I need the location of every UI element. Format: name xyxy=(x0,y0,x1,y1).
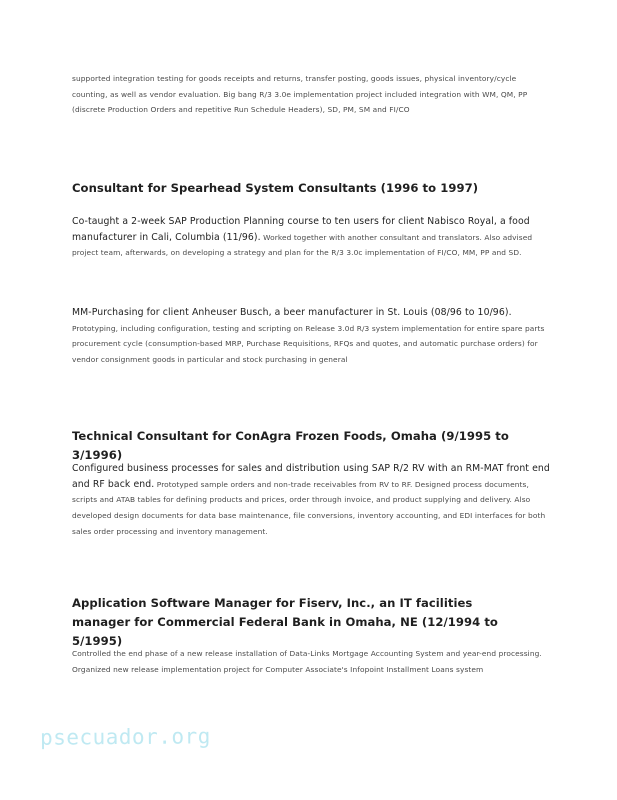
intro-paragraph: supported integration testing for goods receipts and returns, transfer posting, goods issues, physical inventory/cycle counting, as well as vendor evaluation. Big bang R/3 3.0e implementation project included integration with WM, QM, PP (discrete Production Orders and repetitive Run Schedule Headers), SD, PM, SM and FI/CO xyxy=(72,74,528,115)
job-spearhead-entry-nabisco xyxy=(72,214,552,261)
conagra-lead: Configured business processes for sales and distribution using SAP R/2 RV with an RM-MAT front end and RF back end. xyxy=(72,463,550,490)
job-title-conagra: Technical Consultant for ConAgra Frozen Foods, Omaha (9/1995 to 3/1996) xyxy=(72,429,509,462)
anheuser-body: Prototyping, including configuration, testing and scripting on Release 3.0d R/3 system implementation for entire spare parts procurement cycle (consumption-based MRP, Purchase Requisitions, RFQs and quotes, and automatic purchase orders) for vendor consignment goods in particular and stock purchasing in general xyxy=(72,323,545,365)
nabisco-paragraph xyxy=(72,214,552,261)
nabisco-body: Worked together with another consultant and translators. Also advised project team, afterwards, on developing a strategy and plan for the R/3 3.0c implementation of FI/CO, MM, PP and SD. xyxy=(72,232,533,258)
job-conagra-entry xyxy=(72,461,552,540)
job-title-fiserv: Application Software Manager for Fiserv, Inc., an IT facilities manager for Commercial Federal Bank in Omaha, NE (12/1994 to 5/1995) xyxy=(72,596,498,648)
job-fiserv-entry xyxy=(72,646,552,677)
job-title-spearhead: Consultant for Spearhead System Consultants (1996 to 1997) xyxy=(72,181,479,195)
fiserv-paragraph: Controlled the end phase of a new release installation of Data-Links Mortgage Accounting System and year-end processing. Organized new release implementation project for Computer Associate's Infopoint Installment Loans system xyxy=(72,649,542,674)
job-spearhead xyxy=(72,179,552,198)
anheuser-lead: MM-Purchasing for client Anheuser Busch, a beer manufacturer in St. Louis (08/96 to 10/96). xyxy=(72,307,512,318)
conagra-body: Prototyped sample orders and non-trade receivables from RV to RF. Designed process documents, scripts and ATAB tables for defining products and prices, order through invoice, and product supplying and delivery. Also developed design documents for data base maintenance, file conversions, inventory accounting, and EDI interfaces for both sales order processing and inventory management. xyxy=(72,479,546,536)
intro-section xyxy=(72,71,552,118)
job-conagra xyxy=(72,427,552,465)
job-spearhead-entry-anheuser xyxy=(72,305,552,368)
job-fiserv xyxy=(72,594,512,651)
watermark-text: psecuador.org xyxy=(39,724,211,750)
conagra-paragraph xyxy=(72,461,552,540)
anheuser-paragraph xyxy=(72,305,552,368)
nabisco-lead: Co-taught a 2-week SAP Production Planning course to ten users for client Nabisco Royal, a food manufacturer in Cali, Columbia (11/96). xyxy=(72,216,530,243)
